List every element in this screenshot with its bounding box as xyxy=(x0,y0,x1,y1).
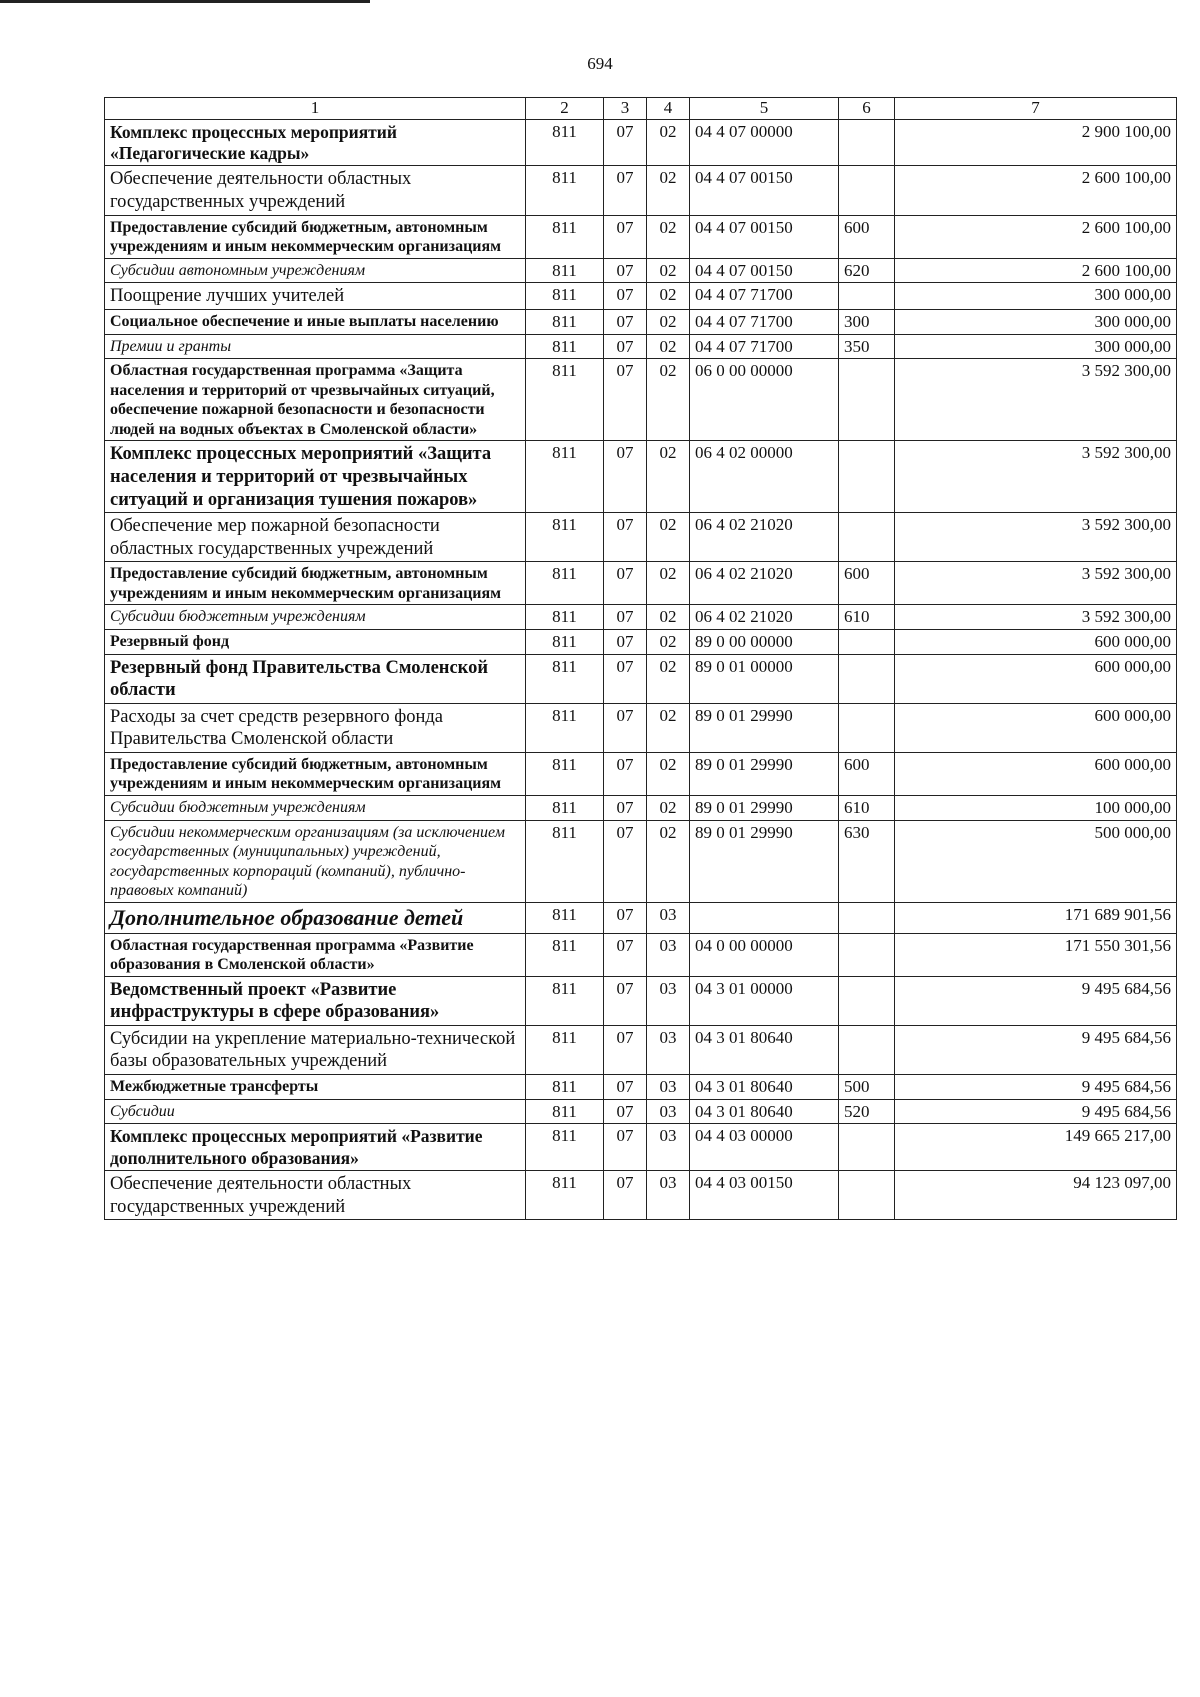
row-admin-code: 811 xyxy=(526,215,604,258)
table-row xyxy=(105,359,1177,441)
row-section: 07 xyxy=(604,215,647,258)
row-amount: 2 600 100,00 xyxy=(895,258,1177,283)
row-target-code: 06 4 02 00000 xyxy=(690,441,839,513)
row-expense-type: 610 xyxy=(839,796,895,821)
row-target-code: 89 0 01 29990 xyxy=(690,703,839,752)
row-admin-code: 811 xyxy=(526,1099,604,1124)
row-name: Поощрение лучших учителей xyxy=(105,283,526,310)
table-row xyxy=(105,283,1177,310)
row-admin-code: 811 xyxy=(526,441,604,513)
row-section: 07 xyxy=(604,654,647,703)
row-section: 07 xyxy=(604,334,647,359)
table-row xyxy=(105,441,1177,513)
row-expense-type xyxy=(839,359,895,441)
row-subsection: 02 xyxy=(647,654,690,703)
row-target-code: 04 4 07 00150 xyxy=(690,166,839,215)
row-amount: 2 600 100,00 xyxy=(895,166,1177,215)
row-amount: 9 495 684,56 xyxy=(895,976,1177,1025)
row-name: Субсидии бюджетным учреждениям xyxy=(105,796,526,821)
row-subsection: 02 xyxy=(647,334,690,359)
row-name: Обеспечение деятельности областных государственных учреждений xyxy=(105,1171,526,1220)
row-admin-code: 811 xyxy=(526,166,604,215)
row-target-code: 04 4 07 71700 xyxy=(690,283,839,310)
row-expense-type xyxy=(839,902,895,933)
header-col-5: 5 xyxy=(690,98,839,120)
row-amount: 3 592 300,00 xyxy=(895,562,1177,605)
row-admin-code: 811 xyxy=(526,309,604,334)
row-subsection: 02 xyxy=(647,562,690,605)
row-target-code: 89 0 01 29990 xyxy=(690,820,839,902)
row-amount: 600 000,00 xyxy=(895,703,1177,752)
row-target-code: 04 3 01 80640 xyxy=(690,1025,839,1074)
row-target-code: 06 0 00 00000 xyxy=(690,359,839,441)
row-expense-type: 630 xyxy=(839,820,895,902)
row-subsection: 03 xyxy=(647,933,690,976)
row-amount: 300 000,00 xyxy=(895,283,1177,310)
row-admin-code: 811 xyxy=(526,752,604,795)
row-subsection: 03 xyxy=(647,1099,690,1124)
row-name: Комплекс процессных мероприятий «Педагогические кадры» xyxy=(105,119,526,166)
row-name: Обеспечение мер пожарной безопасности областных государственных учреждений xyxy=(105,513,526,562)
row-name: Комплекс процессных мероприятий «Защита населения и территорий от чрезвычайных ситуаций и организация тушения пожаров» xyxy=(105,441,526,513)
row-section: 07 xyxy=(604,1025,647,1074)
row-target-code: 04 4 07 71700 xyxy=(690,309,839,334)
row-expense-type xyxy=(839,654,895,703)
row-subsection: 02 xyxy=(647,513,690,562)
table-row xyxy=(105,629,1177,654)
row-name: Социальное обеспечение и иные выплаты населению xyxy=(105,309,526,334)
row-section: 07 xyxy=(604,513,647,562)
row-amount: 3 592 300,00 xyxy=(895,441,1177,513)
row-admin-code: 811 xyxy=(526,1171,604,1220)
row-target-code: 04 3 01 80640 xyxy=(690,1099,839,1124)
header-col-4: 4 xyxy=(647,98,690,120)
row-target-code: 06 4 02 21020 xyxy=(690,513,839,562)
row-section: 07 xyxy=(604,283,647,310)
row-section: 07 xyxy=(604,820,647,902)
row-subsection: 03 xyxy=(647,902,690,933)
row-amount: 3 592 300,00 xyxy=(895,605,1177,630)
top-edge-rule xyxy=(0,0,370,3)
row-target-code xyxy=(690,902,839,933)
row-amount: 2 900 100,00 xyxy=(895,119,1177,166)
row-expense-type: 620 xyxy=(839,258,895,283)
row-admin-code: 811 xyxy=(526,562,604,605)
table-row xyxy=(105,654,1177,703)
row-target-code: 04 4 07 00150 xyxy=(690,215,839,258)
table-row xyxy=(105,796,1177,821)
row-section: 07 xyxy=(604,976,647,1025)
table-row xyxy=(105,703,1177,752)
row-admin-code: 811 xyxy=(526,902,604,933)
row-subsection: 02 xyxy=(647,119,690,166)
row-amount: 3 592 300,00 xyxy=(895,513,1177,562)
header-col-3: 3 xyxy=(604,98,647,120)
row-subsection: 02 xyxy=(647,166,690,215)
row-subsection: 03 xyxy=(647,976,690,1025)
row-admin-code: 811 xyxy=(526,976,604,1025)
row-expense-type: 610 xyxy=(839,605,895,630)
row-target-code: 04 4 03 00150 xyxy=(690,1171,839,1220)
row-name: Премии и гранты xyxy=(105,334,526,359)
row-admin-code: 811 xyxy=(526,654,604,703)
row-name: Предоставление субсидий бюджетным, автономным учреждениям и иным некоммерческим организациям xyxy=(105,215,526,258)
row-name: Субсидии на укрепление материально-технической базы образовательных учреждений xyxy=(105,1025,526,1074)
row-amount: 600 000,00 xyxy=(895,654,1177,703)
row-section: 07 xyxy=(604,309,647,334)
row-name: Субсидии бюджетным учреждениям xyxy=(105,605,526,630)
row-subsection: 03 xyxy=(647,1124,690,1171)
row-amount: 300 000,00 xyxy=(895,334,1177,359)
row-section: 07 xyxy=(604,703,647,752)
row-amount: 300 000,00 xyxy=(895,309,1177,334)
table-body xyxy=(105,119,1177,1219)
table-row xyxy=(105,1074,1177,1099)
row-section: 07 xyxy=(604,1074,647,1099)
table-row xyxy=(105,1099,1177,1124)
row-subsection: 02 xyxy=(647,283,690,310)
row-target-code: 04 3 01 80640 xyxy=(690,1074,839,1099)
row-name: Областная государственная программа «Защита населения и территорий от чрезвычайных ситуаций, обеспечение пожарной безопасности и безопасности людей на водных объектах в Смоленской области» xyxy=(105,359,526,441)
row-subsection: 02 xyxy=(647,359,690,441)
table-row xyxy=(105,562,1177,605)
table-row xyxy=(105,752,1177,795)
row-subsection: 03 xyxy=(647,1074,690,1099)
row-section: 07 xyxy=(604,359,647,441)
row-amount: 9 495 684,56 xyxy=(895,1025,1177,1074)
row-subsection: 02 xyxy=(647,309,690,334)
row-target-code: 04 0 00 00000 xyxy=(690,933,839,976)
row-name: Расходы за счет средств резервного фонда Правительства Смоленской области xyxy=(105,703,526,752)
row-amount: 3 592 300,00 xyxy=(895,359,1177,441)
row-target-code: 89 0 01 29990 xyxy=(690,796,839,821)
row-section: 07 xyxy=(604,1099,647,1124)
row-amount: 171 550 301,56 xyxy=(895,933,1177,976)
row-admin-code: 811 xyxy=(526,1074,604,1099)
row-amount: 2 600 100,00 xyxy=(895,215,1177,258)
header-col-1: 1 xyxy=(105,98,526,120)
row-admin-code: 811 xyxy=(526,119,604,166)
row-name: Ведомственный проект «Развитие инфраструктуры в сфере образования» xyxy=(105,976,526,1025)
row-name: Резервный фонд Правительства Смоленской области xyxy=(105,654,526,703)
table-row xyxy=(105,976,1177,1025)
table-row xyxy=(105,258,1177,283)
table-row xyxy=(105,1171,1177,1220)
row-subsection: 02 xyxy=(647,820,690,902)
table-row xyxy=(105,166,1177,215)
row-admin-code: 811 xyxy=(526,334,604,359)
table-row xyxy=(105,1025,1177,1074)
row-expense-type xyxy=(839,629,895,654)
row-name: Дополнительное образование детей xyxy=(105,902,526,933)
header-col-6: 6 xyxy=(839,98,895,120)
row-expense-type: 600 xyxy=(839,562,895,605)
row-target-code: 89 0 00 00000 xyxy=(690,629,839,654)
row-admin-code: 811 xyxy=(526,605,604,630)
row-expense-type xyxy=(839,1025,895,1074)
row-admin-code: 811 xyxy=(526,820,604,902)
row-subsection: 02 xyxy=(647,258,690,283)
row-admin-code: 811 xyxy=(526,1124,604,1171)
row-subsection: 02 xyxy=(647,215,690,258)
row-target-code: 04 4 07 71700 xyxy=(690,334,839,359)
row-expense-type: 600 xyxy=(839,752,895,795)
row-amount: 9 495 684,56 xyxy=(895,1099,1177,1124)
row-admin-code: 811 xyxy=(526,359,604,441)
row-name: Субсидии некоммерческим организациям (за исключением государственных (муниципальных) учреждений, государственных корпораций (компаний), публично-правовых компаний) xyxy=(105,820,526,902)
row-amount: 600 000,00 xyxy=(895,629,1177,654)
row-subsection: 02 xyxy=(647,796,690,821)
row-admin-code: 811 xyxy=(526,703,604,752)
table-row xyxy=(105,119,1177,166)
row-section: 07 xyxy=(604,562,647,605)
row-name: Межбюджетные трансферты xyxy=(105,1074,526,1099)
row-name: Предоставление субсидий бюджетным, автономным учреждениям и иным некоммерческим организациям xyxy=(105,562,526,605)
row-expense-type: 350 xyxy=(839,334,895,359)
row-amount: 149 665 217,00 xyxy=(895,1124,1177,1171)
row-name: Комплекс процессных мероприятий «Развитие дополнительного образования» xyxy=(105,1124,526,1171)
row-expense-type xyxy=(839,119,895,166)
table-row xyxy=(105,605,1177,630)
row-admin-code: 811 xyxy=(526,933,604,976)
table-row xyxy=(105,215,1177,258)
table-row xyxy=(105,334,1177,359)
row-subsection: 02 xyxy=(647,605,690,630)
row-section: 07 xyxy=(604,933,647,976)
row-name: Предоставление субсидий бюджетным, автономным учреждениям и иным некоммерческим организациям xyxy=(105,752,526,795)
row-expense-type xyxy=(839,283,895,310)
row-expense-type: 500 xyxy=(839,1074,895,1099)
table-row xyxy=(105,513,1177,562)
row-admin-code: 811 xyxy=(526,629,604,654)
row-amount: 171 689 901,56 xyxy=(895,902,1177,933)
row-section: 07 xyxy=(604,752,647,795)
header-col-2: 2 xyxy=(526,98,604,120)
table-row xyxy=(105,933,1177,976)
row-section: 07 xyxy=(604,1171,647,1220)
row-expense-type xyxy=(839,441,895,513)
row-subsection: 02 xyxy=(647,752,690,795)
row-section: 07 xyxy=(604,1124,647,1171)
row-section: 07 xyxy=(604,605,647,630)
row-amount: 500 000,00 xyxy=(895,820,1177,902)
row-admin-code: 811 xyxy=(526,258,604,283)
row-target-code: 89 0 01 00000 xyxy=(690,654,839,703)
row-target-code: 06 4 02 21020 xyxy=(690,605,839,630)
table-row xyxy=(105,309,1177,334)
row-section: 07 xyxy=(604,902,647,933)
page-number: 694 xyxy=(587,54,613,73)
row-section: 07 xyxy=(604,119,647,166)
row-amount: 9 495 684,56 xyxy=(895,1074,1177,1099)
row-name: Субсидии xyxy=(105,1099,526,1124)
row-name: Субсидии автономным учреждениям xyxy=(105,258,526,283)
row-subsection: 02 xyxy=(647,703,690,752)
row-subsection: 02 xyxy=(647,441,690,513)
row-subsection: 03 xyxy=(647,1025,690,1074)
table-row xyxy=(105,1124,1177,1171)
row-admin-code: 811 xyxy=(526,513,604,562)
row-name: Резервный фонд xyxy=(105,629,526,654)
row-admin-code: 811 xyxy=(526,796,604,821)
row-expense-type xyxy=(839,1124,895,1171)
row-expense-type xyxy=(839,513,895,562)
row-expense-type xyxy=(839,976,895,1025)
row-expense-type xyxy=(839,703,895,752)
row-subsection: 02 xyxy=(647,629,690,654)
table-row xyxy=(105,820,1177,902)
row-amount: 100 000,00 xyxy=(895,796,1177,821)
row-name: Обеспечение деятельности областных государственных учреждений xyxy=(105,166,526,215)
budget-table xyxy=(104,97,1177,1220)
row-section: 07 xyxy=(604,629,647,654)
row-admin-code: 811 xyxy=(526,1025,604,1074)
row-amount: 94 123 097,00 xyxy=(895,1171,1177,1220)
row-section: 07 xyxy=(604,258,647,283)
row-target-code: 04 4 03 00000 xyxy=(690,1124,839,1171)
row-expense-type xyxy=(839,166,895,215)
row-expense-type xyxy=(839,933,895,976)
row-section: 07 xyxy=(604,796,647,821)
row-target-code: 04 4 07 00000 xyxy=(690,119,839,166)
row-admin-code: 811 xyxy=(526,283,604,310)
row-name: Областная государственная программа «Развитие образования в Смоленской области» xyxy=(105,933,526,976)
row-amount: 600 000,00 xyxy=(895,752,1177,795)
header-col-7: 7 xyxy=(895,98,1177,120)
row-expense-type: 520 xyxy=(839,1099,895,1124)
row-target-code: 04 4 07 00150 xyxy=(690,258,839,283)
row-expense-type: 300 xyxy=(839,309,895,334)
table-row xyxy=(105,902,1177,933)
row-section: 07 xyxy=(604,166,647,215)
row-expense-type xyxy=(839,1171,895,1220)
row-target-code: 06 4 02 21020 xyxy=(690,562,839,605)
row-expense-type: 600 xyxy=(839,215,895,258)
row-section: 07 xyxy=(604,441,647,513)
row-target-code: 89 0 01 29990 xyxy=(690,752,839,795)
row-target-code: 04 3 01 00000 xyxy=(690,976,839,1025)
header-row xyxy=(105,98,1177,120)
row-subsection: 03 xyxy=(647,1171,690,1220)
